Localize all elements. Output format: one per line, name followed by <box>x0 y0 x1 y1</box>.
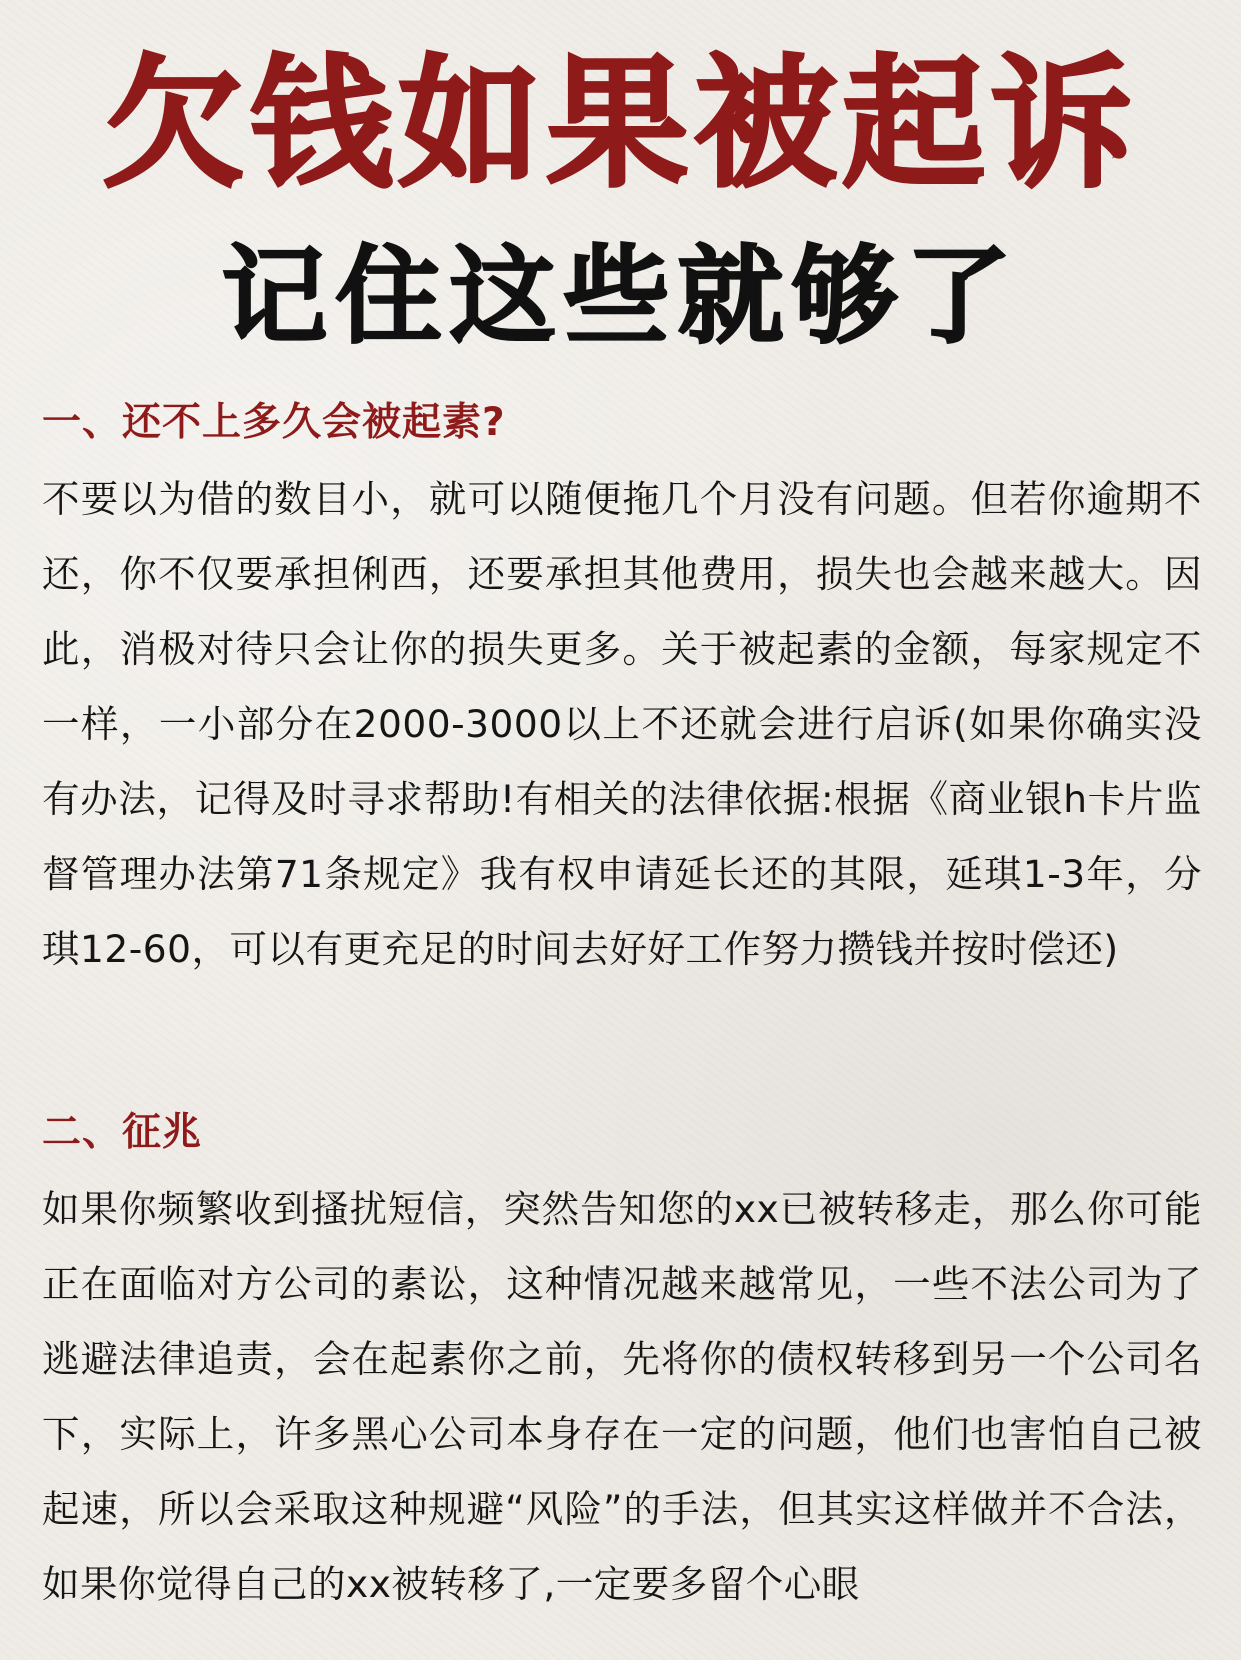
section-2-body: 如果你频繁收到搔扰短信，突然告知您的xx已被转移走，那么你可能正在面临对方公司的素讼，这种情况越来越常见，一些不法公司为了逃避法律追责，会在起素你之前，先将你的债权转移到另一个公司名下，实际上，许多黑心公司本身存在一定的问题，他们也害怕自己被起速，所以会采取这种规避“风险”的手法，但其实这样做并不合法，如果你觉得自己的xx被转移了,一定要多留个心眼 <box>42 1187 1202 1606</box>
page-title: 欠钱如果被起诉 <box>102 42 1139 207</box>
section-1-body: 不要以为借的数目小，就可以随便拖几个月没有问题。但若你逾期不还，你不仅要承担俐西，还要承担其他费用，损失也会越来越大。因此，消极对待只会让你的损失更多。关于被起素的金额，每家规定不一样，一小部分在2000-3000以上不还就会进行启诉(如果你确实没有办法，记得及时寻求帮助!有相关的法律依据:根据《商业银h卡片监督管理办法第71条规定》我有权申请延长还的其限，延琪1-3年，分琪12-60，可以有更充足的时间去好好工作努力攒钱并按时偿还) <box>42 477 1202 971</box>
section-2-heading: 二、征兆 <box>42 1110 203 1155</box>
page-subtitle: 记住这些就够了 <box>221 235 1020 358</box>
section-1-heading: 一、还不上多久会被起素? <box>42 400 506 445</box>
